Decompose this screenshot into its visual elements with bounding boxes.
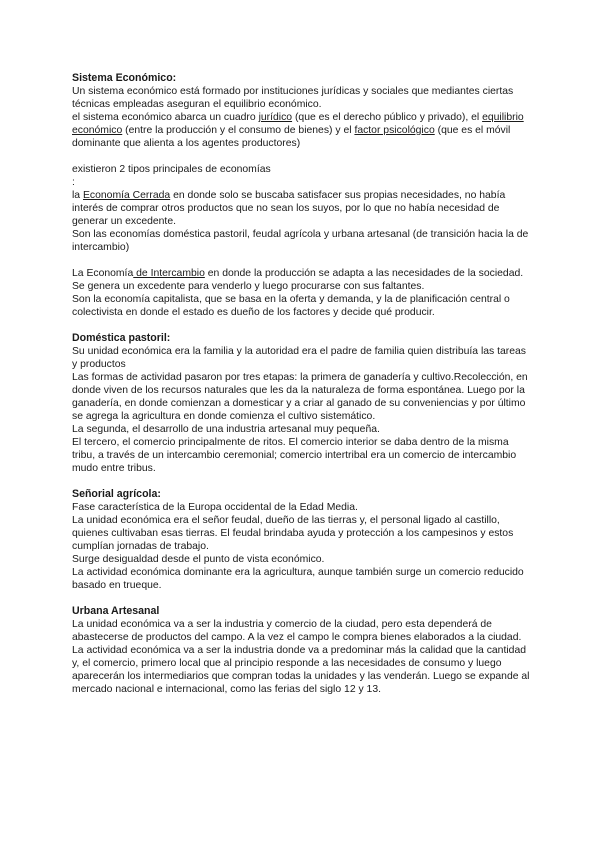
text-run: en donde solo se buscaba satisfacer sus propias necesidades, no había interés de comprar otros productos que no sean los suyos, por lo que no había necesidad de generar un excedente.: [72, 190, 506, 227]
paragraph: [72, 111, 532, 150]
text-run: el sistema económico abarca un cuadro: [72, 112, 259, 123]
text-run: (entre la producción y el consumo de bienes) y el: [122, 125, 355, 136]
section-title-sistema-economico: Sistema Económico:: [72, 72, 177, 84]
underlined-term: de Intercambio: [133, 268, 205, 279]
text-run: (que es el derecho público y privado), el: [292, 112, 483, 123]
paragraph: Su unidad económica era la familia y la autoridad era el padre de familia quien distribuía las tareas y productos: [72, 346, 526, 370]
paragraph: La segunda, el desarrollo de una industria artesanal muy pequeña.: [72, 424, 380, 435]
paragraph: El tercero, el comercio principalmente de ritos. El comercio interior se daba dentro de la misma tribu, a través de un intercambio ceremonial; comercio intertribal era un comercio de intercambio mudo entre tribus.: [72, 437, 517, 474]
paragraph: Surge desigualdad desde el punto de vista económico.: [72, 554, 325, 565]
section-title-senorial-agricola: Señorial agrícola:: [72, 488, 161, 500]
paragraph: [72, 189, 532, 228]
paragraph: Son la economía capitalista, que se basa en la oferta y demanda, y la de planificación central o colectivista en donde el estado es dueño de los factores y decide qué producir.: [72, 294, 510, 318]
paragraph: Fase característica de la Europa occidental de la Edad Media.: [72, 502, 358, 513]
paragraph: Las formas de actividad pasaron por tres etapas: la primera de ganadería y cultivo.Recolección, en donde viven de los recursos naturales que les da la naturaleza de forma espontánea. Luego por la ganadería, en donde comienzan a domesticar y a criar al ganado de su conveniencias y por último se agrega la agricultura en donde comienza el cultivo sistemático.: [72, 372, 528, 422]
underlined-term: equilibrio económico: [72, 112, 524, 136]
paragraph: La actividad económica va a ser la industria donde va a predominar más la calidad que la cantidad y, el comercio, primero local que al principio responde a las necesidades de consumo y luego aparecerán los intermediarios que compran todas la unidades y las venderán. Luego se expande al mercado nacional e internacional, como las ferias del siglo 12 y 13.: [72, 645, 530, 695]
underlined-term: Economía Cerrada: [82, 190, 171, 201]
text-run: (que es el móvil dominante que alienta a los agentes productores): [72, 125, 511, 149]
text-run: La Economía: [72, 268, 134, 279]
text-run: en donde la producción se adapta a las necesidades de la sociedad. Se genera un excedente para venderlo y luego procurarse con sus faltantes.: [72, 268, 524, 292]
paragraph: [72, 267, 532, 293]
section-title-domestica-pastoril: Doméstica pastoril:: [72, 332, 171, 344]
paragraph: :: [72, 177, 75, 188]
underlined-term: factor psicológico: [354, 125, 435, 136]
paragraph: Son las economías doméstica pastoril, feudal agrícola y urbana artesanal (de transición hacia la de intercambio): [72, 229, 529, 253]
paragraph: La unidad económica era el señor feudal, dueño de las tierras y, el personal ligado al castillo, quienes cultivaban esas tierras. El feudal brindaba ayuda y protección a los campesinos y estos cumplían jornadas de trabajo.: [72, 515, 514, 552]
text-run: la: [72, 190, 83, 201]
section-title-urbana-artesanal: Urbana Artesanal: [72, 605, 160, 617]
paragraph: Un sistema económico está formado por instituciones jurídicas y sociales que mediantes ciertas técnicas empleadas aseguran el equilibrio económico.: [72, 86, 514, 110]
paragraph: La unidad económica va a ser la industria y comercio de la ciudad, pero esta dependerá de abastecerse de productos del campo. A la vez el campo le compra bienes elaborados a la ciudad.: [72, 619, 522, 643]
paragraph: La actividad económica dominante era la agricultura, aunque también surge un comercio reducido basado en trueque.: [72, 567, 524, 591]
underlined-term: jurídico: [258, 112, 293, 123]
paragraph: existieron 2 tipos principales de economías: [72, 164, 271, 175]
document-body: [72, 72, 532, 696]
